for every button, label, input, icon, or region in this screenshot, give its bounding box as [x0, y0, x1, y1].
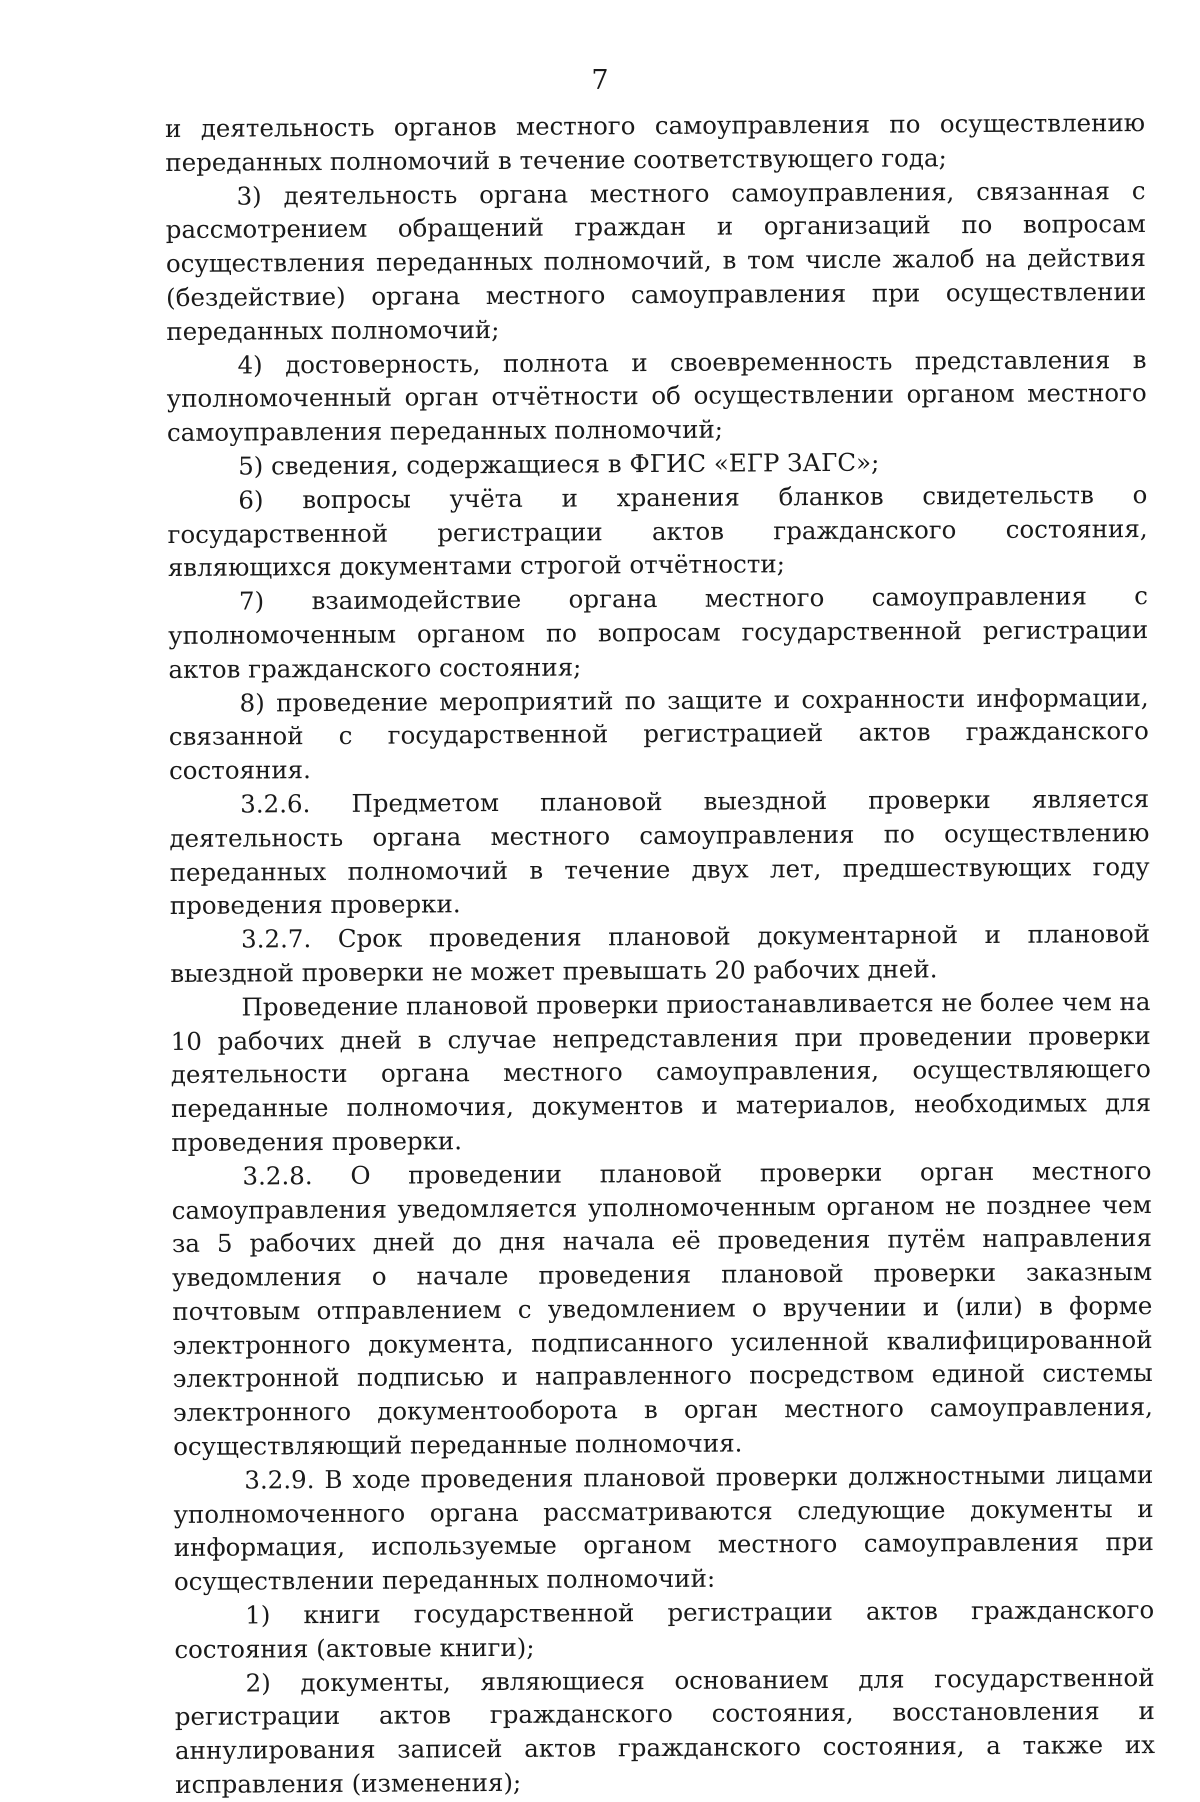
list-item-2: 2) документы, являющиеся основанием для государственной регистрации актов гражданского состояния, восстановления и аннулирования записей актов гражданского состояния, а также их исправления (изменения); — [174, 1662, 1156, 1800]
list-item-6: 6) вопросы учёта и хранения бланков свидетельств о государственной регистрации актов гражданского состояния, являющихся документами строгой отчётности; — [167, 479, 1148, 583]
list-item-7: 7) взаимодействие органа местного самоуправления с уполномоченным органом по вопросам государственной регистрации актов гражданского состояния; — [168, 581, 1149, 684]
clause-3-2-9: 3.2.9. В ходе проведения плановой проверки должностными лицами уполномоченного органа рассматриваются следующие документы и информация, используемые органом местного самоуправления при осуществлении переданных полномочий: — [173, 1459, 1154, 1597]
list-item-1: 1) книги государственной регистрации актов гражданского состояния (актовые книги); — [174, 1595, 1155, 1664]
clause-3-2-7: 3.2.7. Срок проведения плановой документарной и плановой выездной проверки не может превышать 20 рабочих дней. — [170, 919, 1151, 988]
list-item-8: 8) проведение мероприятий по защите и сохранности информации, связанной с государственной регистрацией актов гражданского состояния. — [168, 682, 1149, 786]
document-body — [165, 106, 1155, 1802]
paragraph-suspension: Проведение плановой проверки приостанавливается не более чем на 10 рабочих дней в случае непредставления при проведении проверки деятельности органа местного самоуправления, осуществляющего переданные полномочия, документов и материалов, необходимых для проведения проверки. — [170, 986, 1152, 1157]
list-item-4: 4) достоверность, полнота и своевременность представления в уполномоченный орган отчётности об осуществлении органом местного самоуправления переданных полномочий; — [166, 344, 1147, 448]
clause-3-2-8: 3.2.8. О проведении плановой проверки орган местного самоуправления уведомляется уполномоченным органом не позднее чем за 5 рабочих дней до дня начала её проведения путём направления уведомления о начале проведения плановой проверки заказным почтовым отправлением с уведомлением о вручении и (или) в форме электронного документа, подписанного усиленной квалифицированной электронной подписью и направленного посредством единой системы электронного документооборота в орган местного самоуправления, осуществляющий переданные полномочия. — [171, 1155, 1154, 1462]
paragraph: и деятельность органов местного самоуправления по осуществлению переданных полномочий в течение соответствующего года; — [165, 108, 1146, 177]
list-item-5: 5) сведения, содержащиеся в ФГИС «ЕГР ЗАГС»; — [238, 447, 880, 481]
list-item-3: 3) деятельность органа местного самоуправления, связанная с рассмотрением обращений граждан и организаций по вопросам осуществления переданных полномочий, в том числе жалоб на действия (бездействие) органа местного самоуправления при осуществлении переданных полномочий; — [165, 175, 1147, 346]
page-number: 7 — [591, 65, 609, 96]
clause-3-2-6: 3.2.6. Предметом плановой выездной проверки является деятельность органа местного самоуправления по осуществлению переданных полномочий в течение двух лет, предшествующих году проведения проверки. — [169, 783, 1150, 921]
